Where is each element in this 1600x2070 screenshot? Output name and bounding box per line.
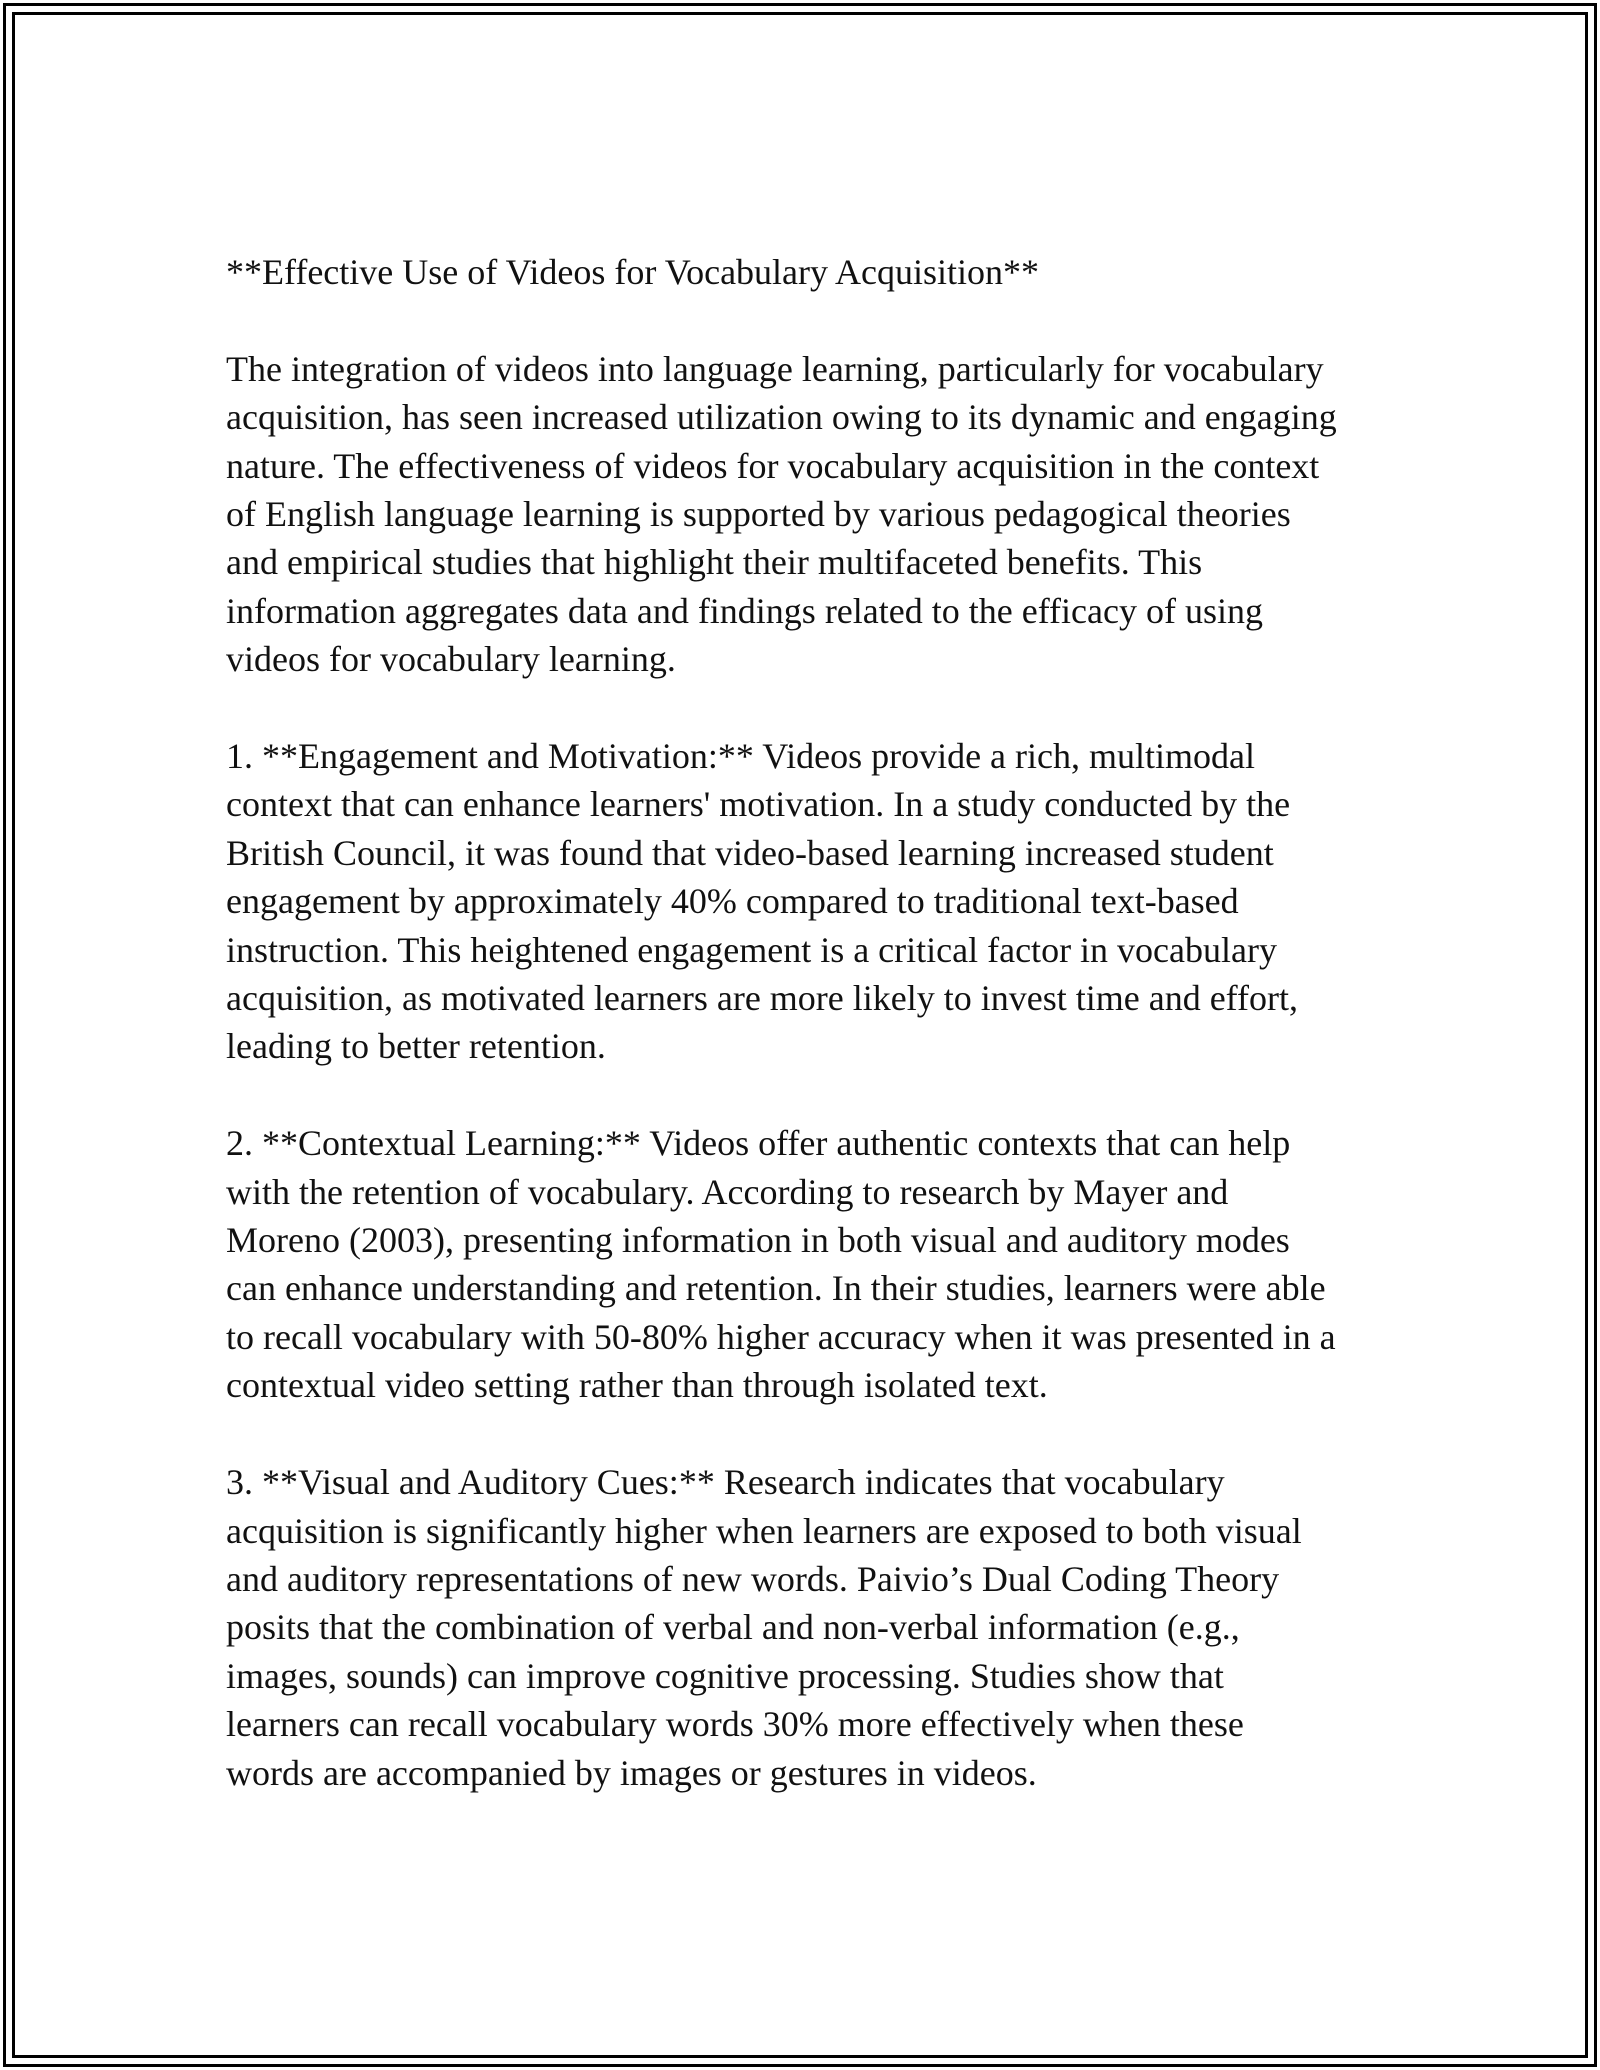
point-visual-auditory-cues: 3. **Visual and Auditory Cues:** Research indicates that vocabulary acquisition is significantly higher when learners are exposed to both visual and auditory representations of new words. Paivio’s Dual Coding Theory posits that the combination of verbal and non-verbal information (e.g., images, sounds) can improve cognitive processing. Studies show that learners can recall vocabulary words 30% more effectively when these words are accompanied by images or gestures in videos. bbox=[226, 1462, 1302, 1793]
document-title: **Effective Use of Videos for Vocabulary Acquisition** bbox=[226, 252, 1040, 292]
intro-paragraph: The integration of videos into language learning, particularly for vocabulary acquisition, has seen increased utilization owing to its dynamic and engaging nature. The effectiveness of videos for vocabulary acquisition in the context of English language learning is supported by various pedagogical theories and empirical studies that highlight their multifaceted benefits. This information aggregates data and findings related to the efficacy of using videos for vocabulary learning. bbox=[226, 348, 1337, 680]
point-contextual-learning: 2. **Contextual Learning:** Videos offer authentic contexts that can help with the retention of vocabulary. According to research by Mayer and Moreno (2003), presenting information in both visual and auditory modes can enhance understanding and retention. In their studies, learners were able to recall vocabulary with 50-80% higher accuracy when it was presented in a contextual video setting rather than through isolated text. bbox=[226, 1123, 1336, 1406]
document-body bbox=[226, 248, 1376, 1797]
point-engagement-motivation: 1. **Engagement and Motivation:** Videos provide a rich, multimodal context that can enhance learners' motivation. In a study conducted by the British Council, it was found that video-based learning increased student engagement by approximately 40% compared to traditional text-based instruction. This heightened engagement is a critical factor in vocabulary acquisition, as motivated learners are more likely to invest time and effort, leading to better retention. bbox=[226, 736, 1299, 1067]
